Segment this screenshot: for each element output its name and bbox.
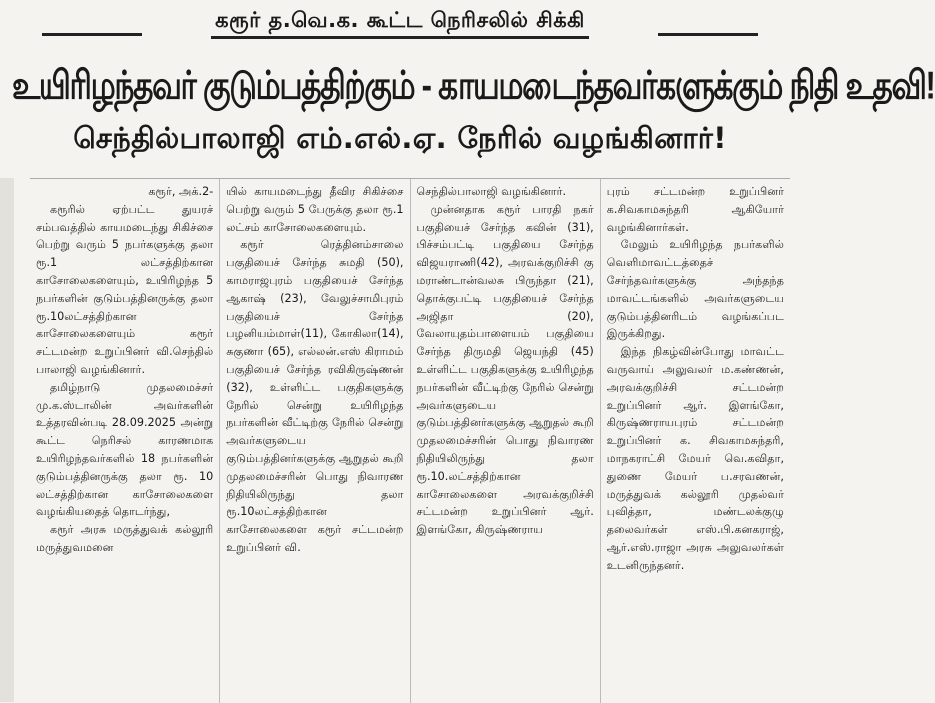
article-body bbox=[30, 178, 790, 703]
paragraph: கரூர் ரெத்தினம்சாலை பகுதியைச் சேர்ந்த சுமதி (50), காமராஜபுரம் பகுதியைச் சேர்ந்த ஆகாஷ் (23), வேலுச்சாமிபுரம் பகுதியைச் சேர்ந்த பழனியம்மாள்(11), கோகிலா(14), சுகுணா (65), எல்லன்.எஸ் கிராமம் பகுதியைச் சேர்ந்த ரவிகிருஷ்ணன் (32), உள்ளிட்ட பகுதிகளுக்கு நேரில் சென்று உயிரிழந்த நபர்களின் வீட்டிற்கு நேரில் சென்று அவர்களுடைய குடும்பத்தினர்களுக்கு ஆறுதல் கூறி முதலமைச்சரின் பொது நிவாரண நிதியிலிருந்து தலா ரூ.10லட்சத்திற்கான காசோலைகளை கரூர் சட்டமன்ற உறுப்பினர் வி. bbox=[226, 238, 404, 554]
paragraph: கரூர் அரசு மருத்துவக் கல்லூரி மருத்துவமனை bbox=[36, 523, 214, 554]
paragraph: மேலும் உயிரிழந்த நபர்களில் வெளிமாவட்டத்தைச் சேர்ந்தவர்களுக்கு அந்தந்த மாவட்டங்களில் அவர்களுடைய குடும்பத்தினரிடம் வழங்கப்பட இருக்கிறது. bbox=[606, 238, 784, 341]
paragraph: யில் காயமடைந்து தீவிர சிகிச்சை பெற்று வரும் 5 பேருக்கு தலா ரூ.1 லட்சம் காசோலைகளையும். bbox=[226, 185, 404, 234]
column-4 bbox=[600, 179, 790, 703]
dateline: கரூர், அக்.2- bbox=[148, 185, 214, 198]
left-edge-strip bbox=[0, 178, 14, 702]
kicker: கரூர் த.வெ.க. கூட்ட நெரிசலில் சிக்கி bbox=[211, 6, 589, 39]
kicker-row bbox=[12, 6, 788, 46]
column-1 bbox=[30, 179, 219, 703]
headline: உயிரிழந்தவர் குடும்பத்திற்கும் - காயமடைந்தவர்களுக்கும் நிதி உதவி! bbox=[12, 63, 935, 107]
paragraph: கரூரில் ஏற்பட்ட துயரச் சம்பவத்தில் காயமடைந்து சிகிச்சை பெற்று வரும் 5 நபர்களுக்கு தலா ரூ.1 லட்சத்திற்கான காசோலைகளையும், உயிரிழந்த 5 நபர்களின் குடும்பத்தினருக்கு தலா ரூ.10லட்சத்திற்கான காசோலைகளையும் கரூர் சட்டமன்ற உறுப்பினர் வி.செந்தில் பாலாஜி வழங்கினார். bbox=[36, 202, 214, 376]
paragraph: முன்னதாக கரூர் பாரதி நகர் பகுதியைச் சேர்ந்த கவின் (31), பிச்சம்பட்டி பகுதியை சேர்ந்த விஜயராணி(42), அரவக்குறிச்சி கு மராண்டான்வலசு பிருந்தா (21), தொக்குபட்டி பகுதியைச் சேர்ந்த அஜிதா (20), வேலாயுதம்பாளையம் பகுதியை சேர்ந்த திருமதி ஜெயந்தி (45) உள்ளிட்ட பகுதிகளுக்கு உயிரிழந்த நபர்களின் வீட்டிற்கு நேரில் சென்று அவர்களுடைய குடும்பத்தினர்களுக்கு ஆறுதல் கூறி முதலமைச்சரின் பொது நிவாரண நிதியிலிருந்து தலா ரூ.10.லட்சத்திற்கான காசோலைகளை அரவக்குறிச்சி சட்டமன்ற உறுப்பினர் ஆர். இளங்கோ, கிருஷ்ணராய bbox=[416, 202, 594, 537]
paragraph: செந்தில்பாலாஜி வழங்கினார். bbox=[416, 185, 567, 198]
paragraph: இந்த நிகழ்வின்போது மாவட்ட வருவாய் அலுவலர் ம.கண்ணன், அரவக்குறிச்சி சட்டமன்ற உறுப்பினர் ஆர். இளங்கோ, கிருஷ்ணராயபுரம் சட்டமன்ற உறுப்பினர் க. சிவகாமசுந்தரி, மாநகராட்சி மேயர் வெ.கவிதா, துணை மேயர் ப.சரவணன், மருத்துவக் கல்லூரி முதல்வர் புவித்தா, மண்டலக்குழு தலைவர்கள் எஸ்.பி.கனகராஜ், ஆர்.எஸ்.ராஜா அரசு அலுவலர்கள் உடனிருந்தனர். bbox=[606, 345, 784, 572]
paragraph: புரம் சட்டமன்ற உறுப்பினர் க.சிவகாமசுந்தரி ஆகியோர் வழங்கினார்கள். bbox=[606, 185, 784, 234]
subhead: செந்தில்பாலாஜி எம்.எல்.ஏ. நேரில் வழங்கினார்! bbox=[73, 121, 727, 155]
column-2 bbox=[219, 179, 409, 703]
column-3 bbox=[410, 179, 600, 703]
paragraph: தமிழ்நாடு முதலமைச்சர் மு.க.ஸ்டாலின் அவர்களின் உத்தரவின்படி 28.09.2025 அன்று கூட்ட நெரிசல் காரணமாக உயிரிழந்தவர்களில் 18 நபர்களின் குடும்பத்தினருக்கு தலா ரூ. 10 லட்சத்திற்கான காசோலைகளை வழங்கியதைத் தொடர்ந்து, bbox=[36, 380, 214, 519]
